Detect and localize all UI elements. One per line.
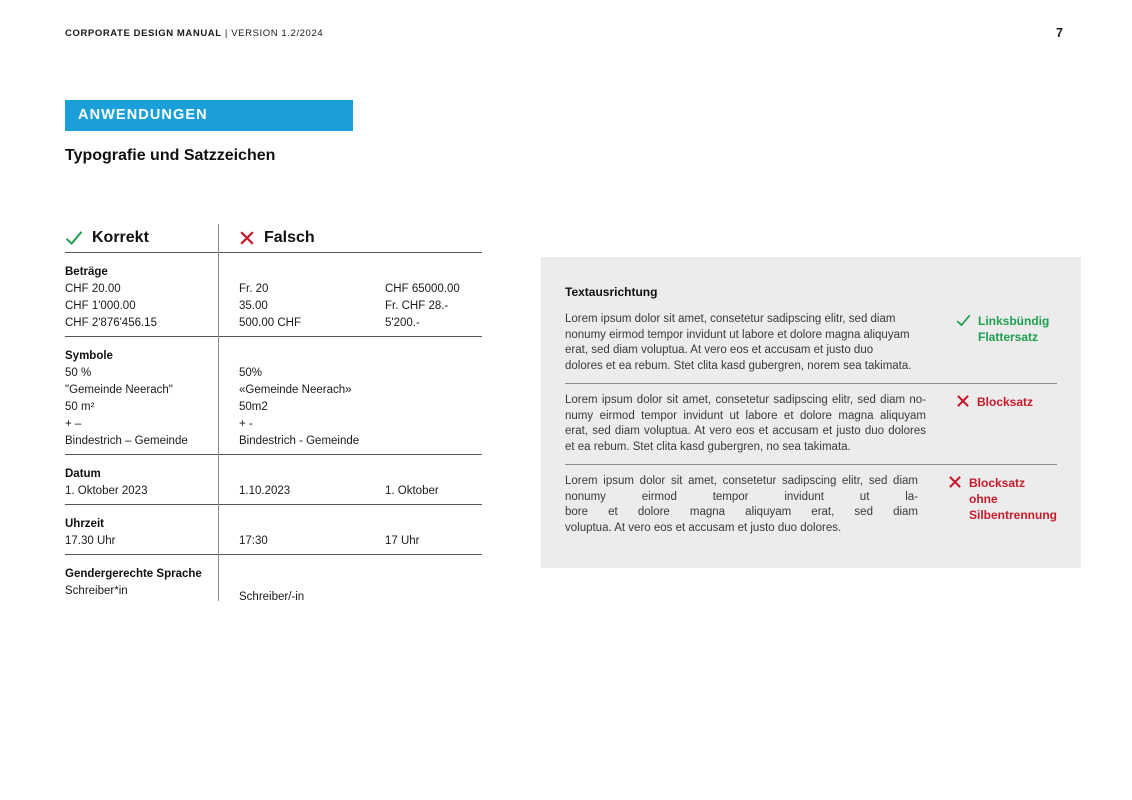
table-cell-value: 17:30 [239, 535, 268, 547]
table-cell-value: CHF 20.00 [65, 283, 121, 295]
table-cell-value: CHF 65000.00 [385, 283, 460, 295]
correct-column [65, 483, 239, 500]
example-label-line: Linksbündig [978, 314, 1050, 328]
alignment-example-row [565, 383, 1057, 464]
wrong-column-1 [239, 483, 385, 500]
table-cell-value: 500.00 CHF [239, 317, 302, 329]
section-columns [65, 583, 482, 606]
correct-column [65, 281, 239, 332]
table-cell-value: 1. Oktober 2023 [65, 485, 148, 497]
page-number: 7 [1056, 26, 1063, 40]
table-cell-value: «Gemeinde Neerach» [239, 384, 352, 396]
correct-header-label: Korrekt [92, 229, 149, 246]
section-columns [65, 281, 482, 332]
table-cell-value: 17.30 Uhr [65, 535, 116, 547]
alignment-example-row [565, 464, 1057, 545]
example-label-line: Blocksatz [977, 395, 1034, 409]
correct-header-cell [65, 229, 239, 247]
table-cell-value: Schreiber*in [65, 585, 128, 597]
table-cell-value: 35.00 [239, 300, 268, 312]
check-icon [65, 229, 83, 247]
table-cell-value: CHF 2'876'456.15 [65, 317, 157, 329]
section-title: Symbole [65, 350, 113, 362]
page-title: Typografie und Satzzeichen [65, 147, 276, 164]
wrong-header-cell [239, 229, 482, 247]
check-icon [956, 313, 971, 328]
example-label-text [969, 475, 1057, 523]
section-title: Beträge [65, 266, 108, 278]
wrong-header-label: Falsch [264, 229, 315, 246]
x-icon [956, 394, 970, 408]
table-cell-value: Schreiber/-in [239, 591, 305, 603]
example-text-line: nonumy eirmod tempor invidunt ut labore et dolore magna aliquyam [565, 328, 910, 341]
table-section [65, 337, 482, 455]
table-section [65, 555, 482, 610]
table-cell-value: Bindestrich – Gemeinde [65, 435, 188, 447]
table-section [65, 455, 482, 505]
example-text-line: nonumy eirmod tempor invidunt ut la- [565, 490, 918, 503]
table-section [65, 253, 482, 337]
table-cell-value: + – [65, 418, 82, 430]
panel-body [565, 312, 1057, 545]
table-cell-value: 5'200.- [385, 317, 420, 329]
example-text-line: Lorem ipsum dolor sit amet, consetetur sadipscing elitr, sed diam no- [565, 394, 926, 406]
table-cell-value: Bindestrich - Gemeinde [239, 435, 360, 447]
example-label [956, 312, 1049, 345]
correct-column [65, 365, 239, 450]
table-cell-value: 1. Oktober [385, 485, 439, 497]
table-cell-value: CHF 1'000.00 [65, 300, 136, 312]
example-text-line: voluptua. At vero eos et accusam et justo duo dolores. [565, 521, 842, 534]
wrong-column-1 [239, 589, 385, 606]
example-label [956, 393, 1033, 410]
example-text-line: et ea rebum. Stet clita kasd gubergren, no sea takimata. [565, 440, 851, 453]
table-cell-value: Fr. CHF 28.- [385, 300, 449, 312]
table-cell-value: "Gemeinde Neerach" [65, 384, 173, 396]
alignment-example-row [565, 312, 1057, 383]
manual-title: CORPORATE DESIGN MANUAL [65, 28, 222, 39]
table-section [65, 505, 482, 555]
correct-column [65, 533, 239, 550]
table-cell-value: + - [239, 418, 253, 430]
example-text-line: erat, sed diam voluptua. At vero eos et accusam et justo duo [565, 344, 874, 356]
example-label [948, 474, 1057, 523]
section-columns [65, 365, 482, 450]
table-vertical-divider [218, 224, 219, 601]
section-columns [65, 533, 482, 550]
example-text-line: dolores et ea rebum. Stet clita kasd gubergren, norem sea takimata. [565, 359, 912, 372]
table-cell-value: 1.10.2023 [239, 485, 291, 497]
example-label-line: Silbentrennung [969, 508, 1057, 522]
x-icon [948, 475, 962, 489]
table-cell-value: 50 % [65, 367, 92, 379]
wrong-column-2 [385, 483, 482, 500]
chapter-banner: ANWENDUNGEN [65, 100, 353, 131]
wrong-column-2 [385, 281, 482, 332]
wrong-column-1 [239, 281, 385, 332]
x-icon [239, 230, 255, 246]
wrong-column-1 [239, 533, 385, 550]
example-text-line: bore et dolore magna aliquyam erat, sed diam [565, 506, 918, 518]
wrong-column-1 [239, 365, 385, 450]
section-title: Gendergerechte Sprache [65, 568, 202, 580]
example-label-line: Blocksatz ohne [969, 476, 1026, 506]
example-text [565, 312, 926, 374]
correct-column [65, 583, 239, 600]
wrong-column-2 [385, 533, 482, 550]
table-cell-value: Fr. 20 [239, 283, 269, 295]
example-text [565, 393, 926, 455]
panel-title: Textausrichtung [565, 285, 658, 299]
example-text-line: Lorem ipsum dolor sit amet, consetetur sadipscing elitr, sed diam [565, 313, 896, 325]
example-label-line: Flattersatz [978, 330, 1039, 344]
section-title: Uhrzeit [65, 518, 104, 530]
example-text-line: erat, sed diam voluptua. At vero eos et accusam et justo duo dolores [565, 425, 926, 437]
example-label-text [978, 313, 1049, 345]
text-alignment-panel [541, 257, 1081, 568]
section-title: Datum [65, 468, 101, 480]
document-meta [65, 28, 323, 39]
comparison-table [65, 224, 482, 610]
meta-separator: | [224, 28, 228, 39]
table-cell-value: 50 m² [65, 401, 95, 413]
example-label-text [977, 394, 1033, 410]
table-cell-value: 50m2 [239, 401, 268, 413]
manual-version: VERSION 1.2/2024 [231, 28, 324, 39]
table-header-row [65, 224, 482, 253]
table-cell-value: 17 Uhr [385, 535, 420, 547]
example-text-line: Lorem ipsum dolor sit amet, consetetur sadipscing elitr, sed diam [565, 475, 918, 487]
section-columns [65, 483, 482, 500]
table-cell-value: 50% [239, 367, 263, 379]
example-text-line: numy eirmod tempor invidunt ut labore et dolore magna aliquyam [565, 409, 926, 422]
example-text [565, 474, 918, 536]
comparison-table-body [65, 253, 482, 610]
